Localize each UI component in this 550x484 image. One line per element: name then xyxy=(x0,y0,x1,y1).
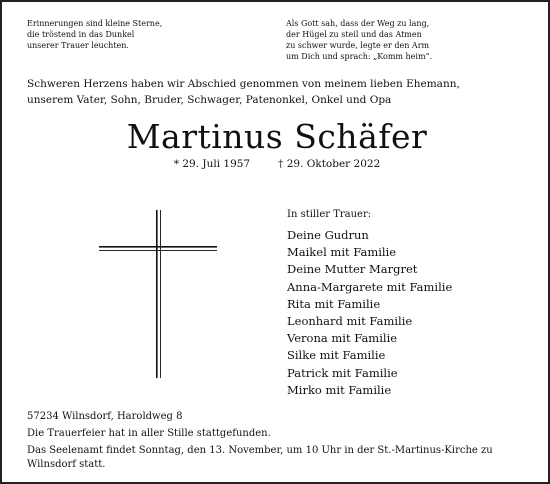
mourners-label: In stiller Trauer: xyxy=(287,209,372,220)
mourner-name: Rita mit Familie xyxy=(287,296,381,311)
requiem-line: Das Seelenamt findet Sonntag, den 13. November, um 10 Uhr in der St.-Martinus-Kirche zu xyxy=(27,445,493,456)
poem-right-line: zu schwer wurde, legte er den Arm xyxy=(286,41,430,50)
mourner-name: Leonhard mit Familie xyxy=(287,314,413,329)
poem-left-line: unserer Trauer leuchten. xyxy=(27,41,129,50)
deceased-name: Martinus Schäfer xyxy=(126,117,428,156)
birth-date: * 29. Juli 1957 xyxy=(173,158,251,170)
mourner-name: Maikel mit Familie xyxy=(287,245,397,260)
mourner-name: Mirko mit Familie xyxy=(287,382,392,397)
ceremony-note: Die Trauerfeier hat in aller Stille stattgefunden. xyxy=(27,428,271,439)
poem-right xyxy=(286,18,536,62)
poem-left-line: die tröstend in das Dunkel xyxy=(27,30,135,39)
mourner-name: Anna-Margarete mit Familie xyxy=(287,279,453,294)
poem-right-line: der Hügel zu steil und das Atmen xyxy=(286,30,422,39)
poem-left xyxy=(27,18,267,51)
mourner-name: Patrick mit Familie xyxy=(287,365,398,380)
cross-icon-graphic xyxy=(99,210,217,378)
mourner-name: Deine Gudrun xyxy=(287,228,369,242)
intro-line: unserem Vater, Sohn, Bruder, Schwager, Patenonkel, Onkel und Opa xyxy=(27,94,392,106)
family-address: 57234 Wilnsdorf, Haroldweg 8 xyxy=(27,411,183,422)
poem-right-line: Als Gott sah, dass der Weg zu lang, xyxy=(286,19,430,28)
poem-left-line: Erinnerungen sind kleine Sterne, xyxy=(27,19,163,28)
intro-text xyxy=(27,76,532,108)
requiem-note xyxy=(27,444,532,472)
mourners-list xyxy=(287,227,452,399)
intro-line: Schweren Herzens haben wir Abschied genommen von meinem lieben Ehemann, xyxy=(27,78,460,90)
life-dates xyxy=(2,157,550,171)
requiem-line: Wilnsdorf statt. xyxy=(27,459,106,470)
poem-right-line: um Dich und sprach: „Komm heim“. xyxy=(286,52,433,61)
death-date: † 29. Oktober 2022 xyxy=(278,158,381,170)
mourner-name: Silke mit Familie xyxy=(287,348,386,363)
cross-icon xyxy=(99,210,217,378)
mourner-name: Verona mit Familie xyxy=(287,331,398,346)
mourner-name: Deine Mutter Margret xyxy=(287,262,418,277)
